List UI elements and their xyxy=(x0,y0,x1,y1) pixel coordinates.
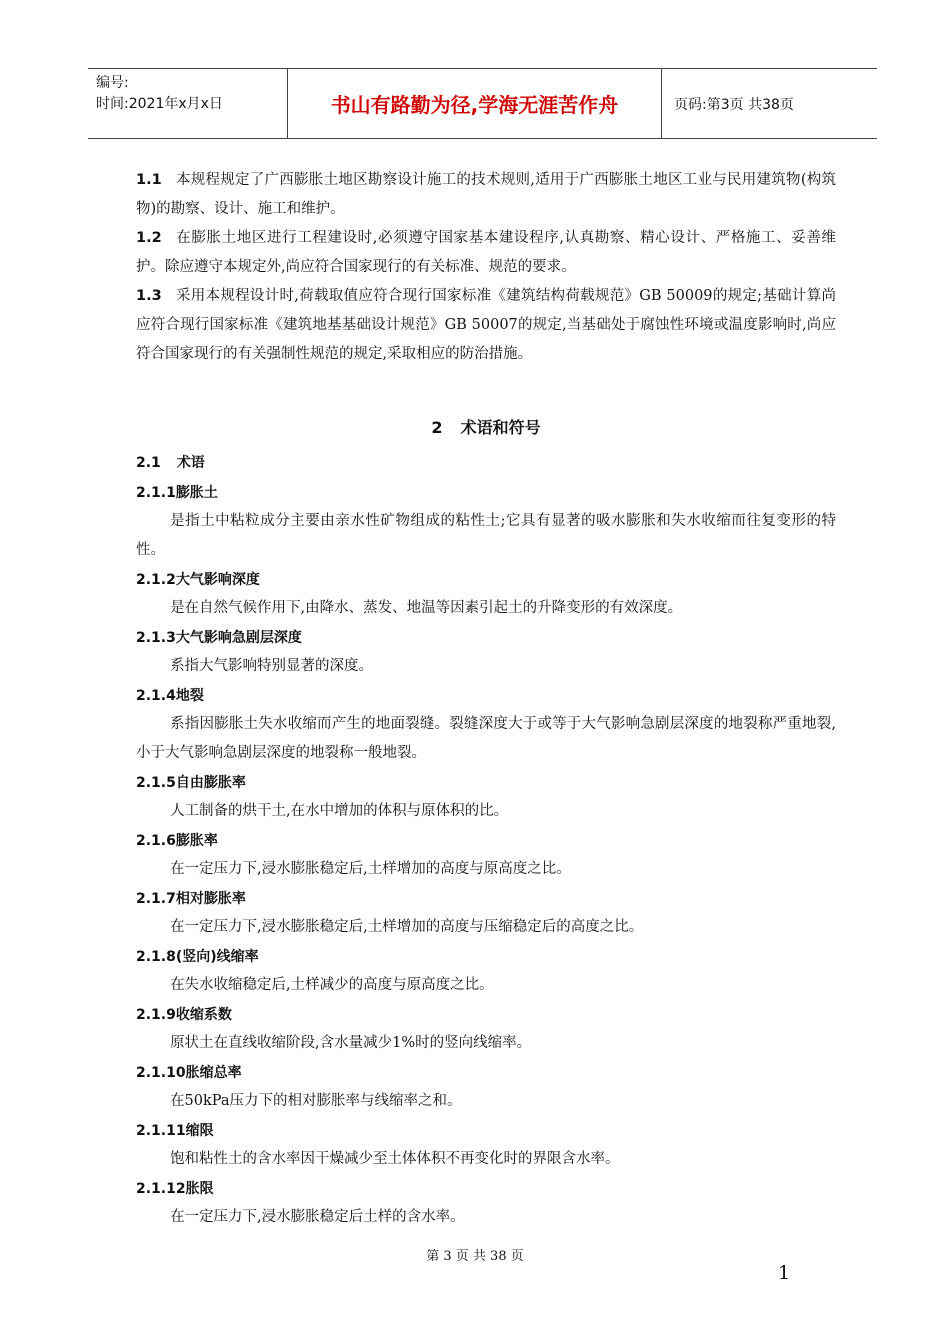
term-definition: 在一定压力下,浸水膨胀稳定后,土样增加的高度与原高度之比。 xyxy=(170,861,571,877)
term-definition: 饱和粘性土的含水率因干燥减少至土体体积不再变化时的界限含水率。 xyxy=(170,1151,620,1167)
term-title: 2.1.11缩限 xyxy=(136,1123,214,1139)
header-page-label: 页码:第3页 共38页 xyxy=(674,96,794,113)
term-title: 2.1.12胀限 xyxy=(136,1181,214,1197)
term-definition: 人工制备的烘干土,在水中增加的体积与原体积的比。 xyxy=(170,803,509,819)
clause-text: 在膨胀土地区进行工程建设时,必须遵守国家基本建设程序,认真勘察、精心设计、严格施工、妥善维护。除应遵守本规定外,尚应符合国家现行的有关标准、规范的要求。 xyxy=(136,230,836,275)
clause xyxy=(136,282,836,369)
header-divider xyxy=(661,69,662,138)
clause-number: 1.1 xyxy=(136,172,162,188)
term-title: 2.1.2大气影响深度 xyxy=(136,572,260,588)
term-title: 2.1.3大气影响急剧层深度 xyxy=(136,630,302,646)
term-definition: 是在自然气候作用下,由降水、蒸发、地温等因素引起土的升降变形的有效深度。 xyxy=(170,600,683,616)
code-label: 编号: xyxy=(96,75,129,91)
chapter-title: 术语和符号 xyxy=(460,418,541,437)
time-label: 时间:2021年x月x日 xyxy=(96,96,223,112)
chapter-number: 2 xyxy=(431,418,443,437)
page-header xyxy=(88,68,877,139)
term-title: 2.1.10胀缩总率 xyxy=(136,1065,242,1081)
term-definition: 在一定压力下,浸水膨胀稳定后土样的含水率。 xyxy=(170,1209,465,1225)
page-footer: 第 3 页 共 38 页 xyxy=(426,1249,524,1264)
clause-number: 1.3 xyxy=(136,288,162,304)
document-body xyxy=(136,166,836,1232)
term-definition: 在一定压力下,浸水膨胀稳定后,土样增加的高度与压缩稳定后的高度之比。 xyxy=(170,919,644,935)
term-definition: 在失水收缩稳定后,土样减少的高度与原高度之比。 xyxy=(170,977,494,993)
clause-text: 本规程规定了广西膨胀土地区勘察设计施工的技术规则,适用于广西膨胀土地区工业与民用建筑物(构筑物)的勘察、设计、施工和维护。 xyxy=(136,172,836,217)
term-title: 2.1.7相对膨胀率 xyxy=(136,891,246,907)
section-title: 术语 xyxy=(176,455,205,471)
term-title: 2.1.5自由膨胀率 xyxy=(136,775,246,791)
term-definition: 系指大气影响特别显著的深度。 xyxy=(170,658,374,674)
term-title: 2.1.4地裂 xyxy=(136,688,204,704)
header-meta xyxy=(96,73,223,115)
term-title: 2.1.9收缩系数 xyxy=(136,1007,232,1023)
clause-text: 采用本规程设计时,荷载取值应符合现行国家标准《建筑结构荷载规范》GB 50009的规定;基础计算尚应符合现行国家标准《建筑地基基础设计规范》GB 50007的规定,当基础处于腐蚀性环境或温度影响时,尚应符合国家现行的有关强制性规范的规定,采取相应的防治措施。 xyxy=(136,288,836,362)
term-definition: 系指因膨胀土失水收缩而产生的地面裂缝。裂缝深度大于或等于大气影响急剧层深度的地裂称严重地裂,小于大气影响急剧层深度的地裂称一般地裂。 xyxy=(136,716,836,761)
term-title: 2.1.8(竖向)线缩率 xyxy=(136,949,259,965)
term-title: 2.1.1膨胀土 xyxy=(136,485,218,501)
chapter-heading xyxy=(136,413,836,443)
term-definition: 在50kPa压力下的相对膨胀率与线缩率之和。 xyxy=(170,1093,462,1109)
term-definition: 原状土在直线收缩阶段,含水量减少1%时的竖向线缩率。 xyxy=(170,1035,532,1051)
section-heading xyxy=(136,449,836,478)
header-motto: 书山有路勤为径,学海无涯苦作舟 xyxy=(330,93,619,117)
clause-number: 1.2 xyxy=(136,230,162,246)
clause xyxy=(136,166,836,224)
page-number: 1 xyxy=(778,1262,791,1284)
term-definition: 是指土中粘粒成分主要由亲水性矿物组成的粘性土;它具有显著的吸水膨胀和失水收缩而往复变形的特性。 xyxy=(136,513,836,558)
section-number: 2.1 xyxy=(136,455,161,471)
term-title: 2.1.6膨胀率 xyxy=(136,833,218,849)
clause xyxy=(136,224,836,282)
